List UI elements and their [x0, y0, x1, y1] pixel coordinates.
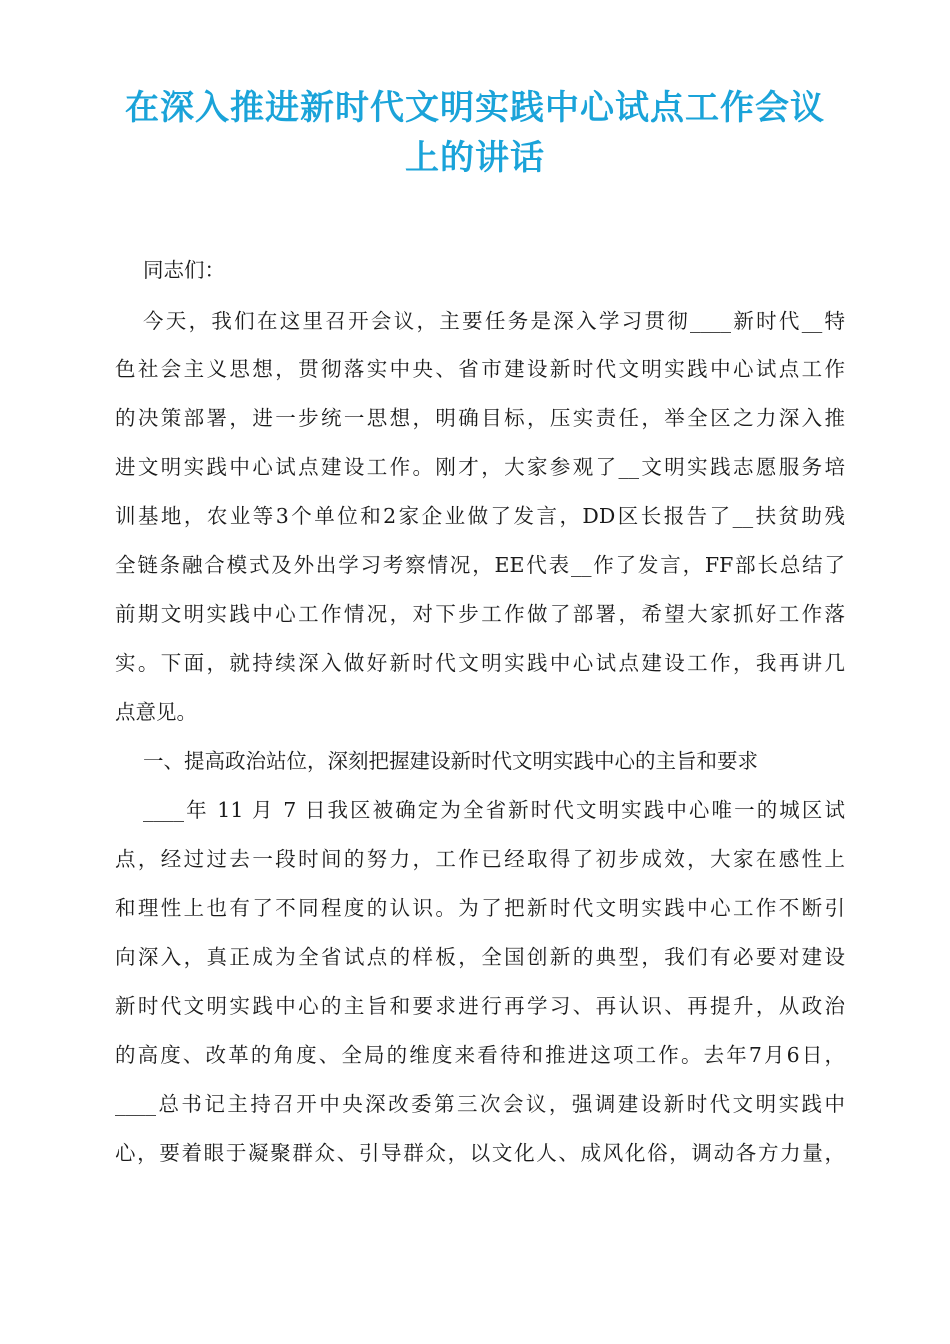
document-title-line-2: 上的讲话 — [405, 138, 545, 178]
paragraph-line: 实。下面，就持续深入做好新时代文明实践中心试点建设工作，我再讲几 — [115, 651, 845, 675]
paragraph-line: 训基地，农业等3个单位和2家企业做了发言，DD区长报告了__扶贫助残 — [115, 504, 845, 528]
paragraph-line: 点意见。 — [115, 700, 197, 724]
paragraph-line: 和理性上也有了不同程度的认识。为了把新时代文明实践中心工作不断引 — [115, 896, 845, 920]
paragraph-line: 今天，我们在这里召开会议，主要任务是深入学习贯彻____新时代__特 — [143, 309, 845, 333]
salutation: 同志们： — [143, 258, 225, 282]
paragraph-line: 进文明实践中心试点建设工作。刚才，大家参观了__文明实践志愿服务培 — [115, 455, 845, 479]
paragraph-line: 的高度、改革的角度、全局的维度来看待和推进这项工作。去年7月6日， — [115, 1043, 845, 1067]
paragraph-line: ____年 11 月 7 日我区被确定为全省新时代文明实践中心唯一的城区试 — [143, 798, 845, 822]
section-heading: 一、提高政治站位，深刻把握建设新时代文明实践中心的主旨和要求 — [143, 749, 758, 773]
paragraph-line: 前期文明实践中心工作情况，对下步工作做了部署，希望大家抓好工作落 — [115, 602, 845, 626]
paragraph-line: 点，经过过去一段时间的努力，工作已经取得了初步成效，大家在感性上 — [115, 847, 845, 871]
paragraph-line: 全链条融合模式及外出学习考察情况，EE代表__作了发言，FF部长总结了 — [115, 553, 845, 577]
paragraph-line: 新时代文明实践中心的主旨和要求进行再学习、再认识、再提升，从政治 — [115, 994, 845, 1018]
document-title-line-1: 在深入推进新时代文明实践中心试点工作会议 — [125, 88, 825, 128]
paragraph-line: 心，要着眼于凝聚群众、引导群众，以文化人、成风化俗，调动各方力量， — [115, 1141, 845, 1165]
paragraph-line: ____总书记主持召开中央深改委第三次会议，强调建设新时代文明实践中 — [115, 1092, 845, 1116]
paragraph-line: 的决策部署，进一步统一思想，明确目标，压实责任，举全区之力深入推 — [115, 406, 845, 430]
paragraph-line: 向深入，真正成为全省试点的样板，全国创新的典型，我们有必要对建设 — [115, 945, 845, 969]
paragraph-line: 色社会主义思想，贯彻落实中央、省市建设新时代文明实践中心试点工作 — [115, 357, 845, 381]
